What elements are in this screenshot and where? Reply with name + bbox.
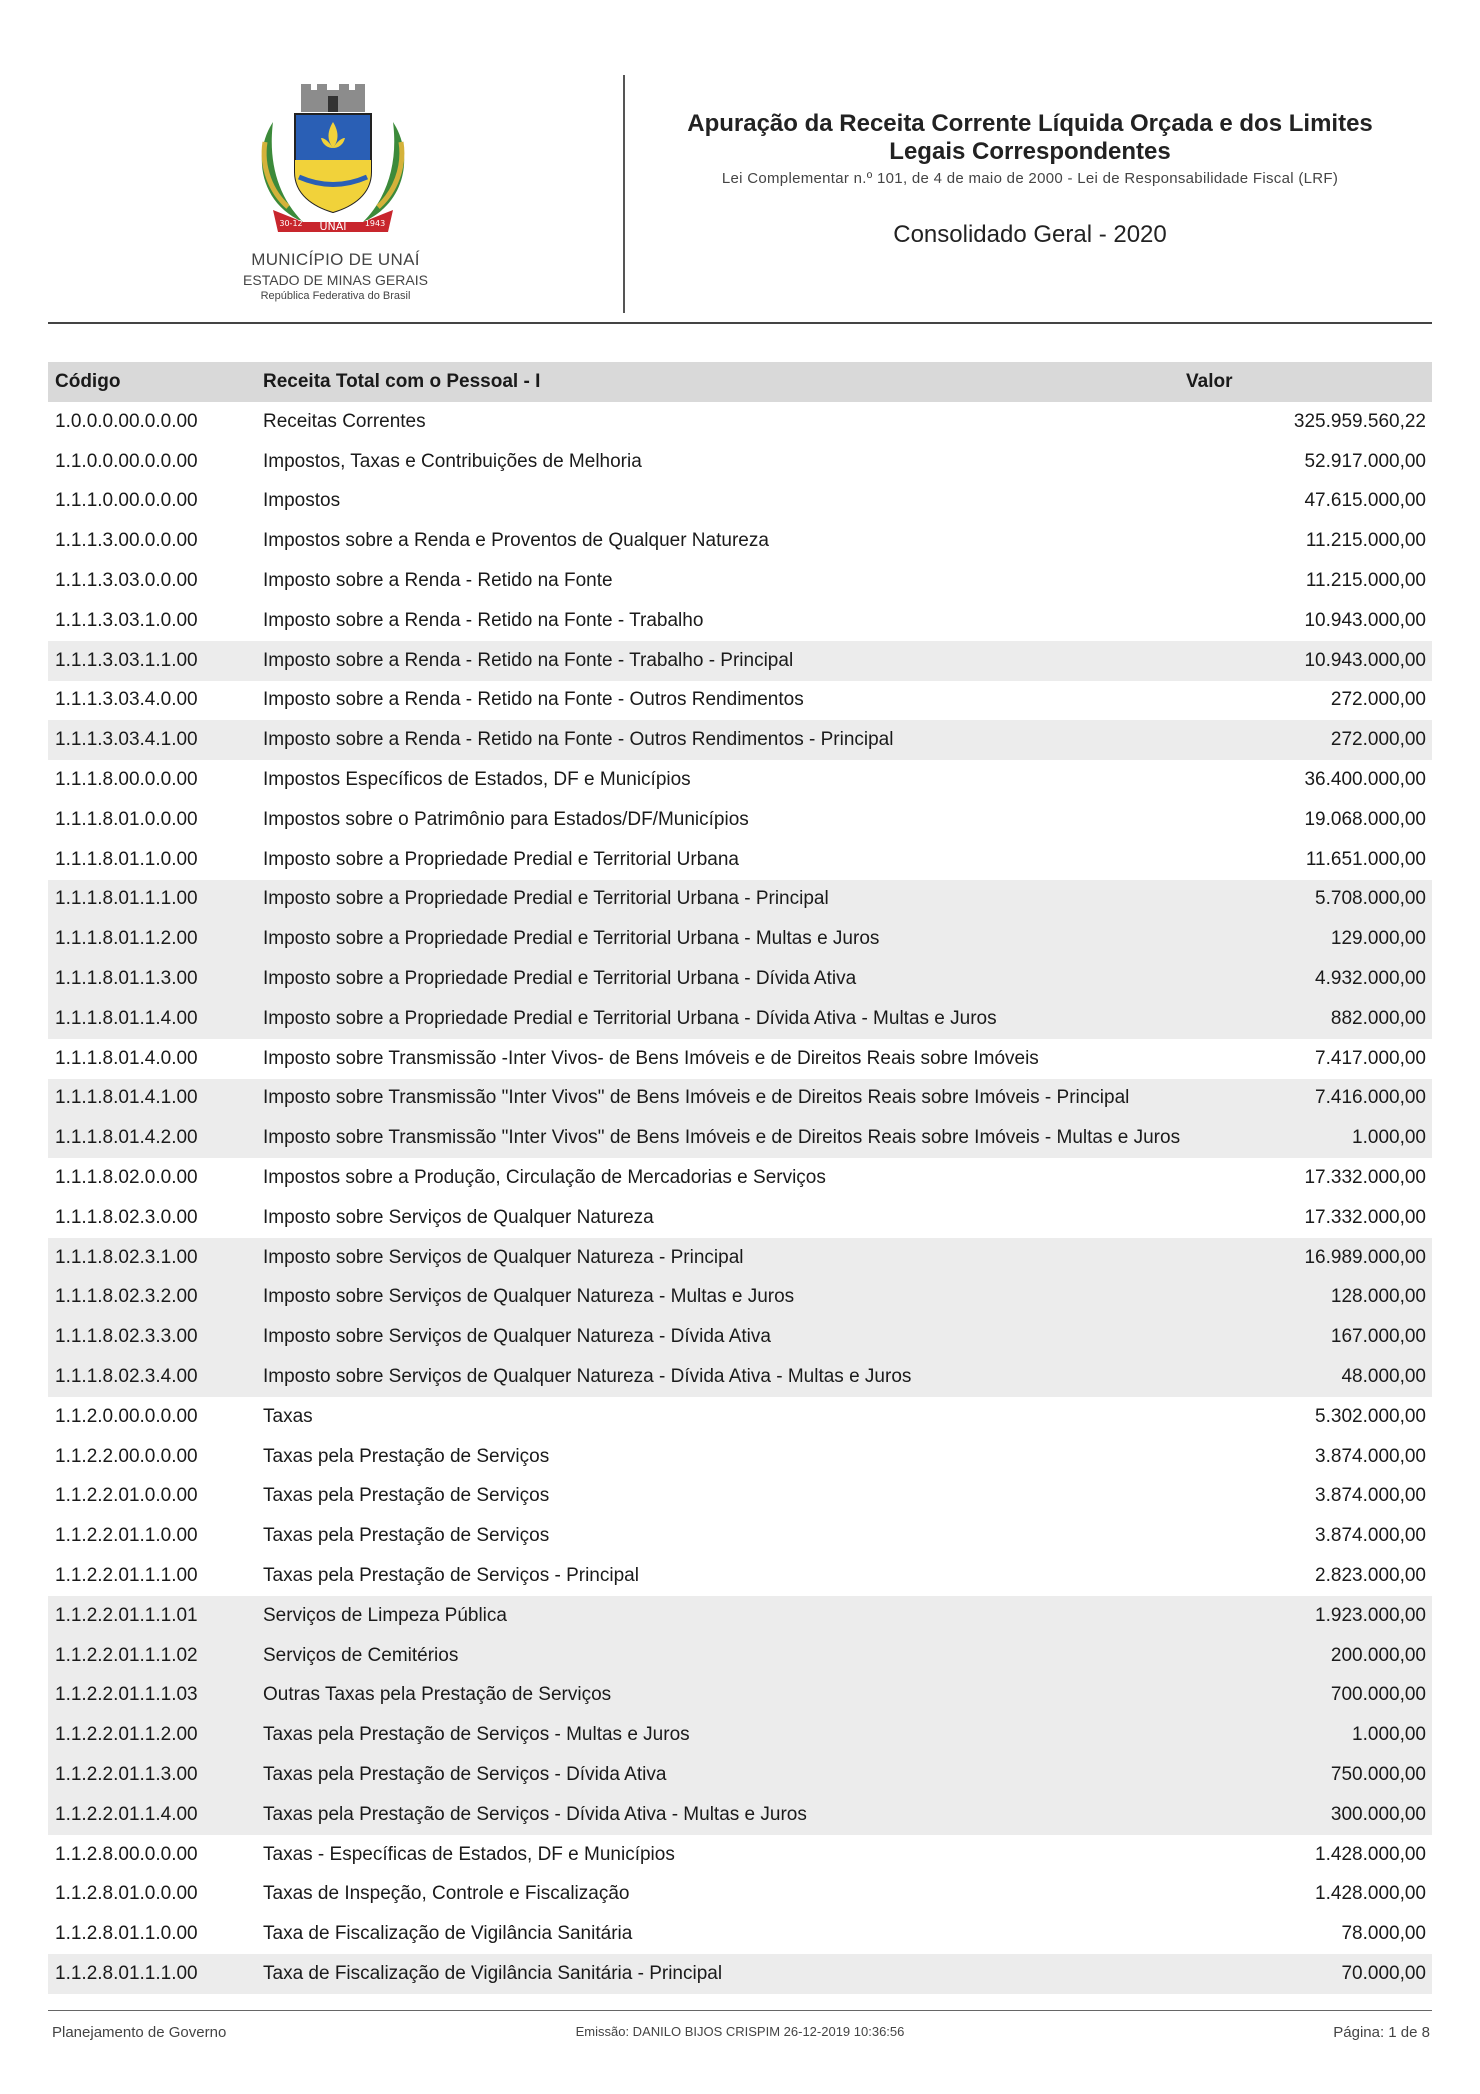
table-row <box>48 760 1432 800</box>
row-code: 1.0.0.0.00.0.0.00 <box>55 410 198 432</box>
row-code: 1.1.2.8.00.0.0.00 <box>55 1843 198 1865</box>
law-reference: Lei Complementar n.º 101, de 4 de maio de 2000 - Lei de Responsabilidade Fiscal (LRF) <box>721 170 1339 187</box>
row-description: Imposto sobre Transmissão "Inter Vivos" de Bens Imóveis e de Direitos Reais sobre Imóveis - Multas e Juros <box>263 1118 1186 1158</box>
row-code: 1.1.1.3.03.4.0.00 <box>55 689 198 711</box>
table-row <box>48 521 1432 561</box>
row-code: 1.1.2.8.01.1.0.00 <box>55 1923 198 1945</box>
row-description: Imposto sobre Serviços de Qualquer Natureza <box>263 1206 654 1228</box>
footer-emission: Emissão: DANILO BIJOS CRISPIM 26-12-2019 10:36:56 <box>575 2024 905 2039</box>
row-value: 1.923.000,00 <box>1186 1596 1432 1636</box>
table-row <box>48 1954 1432 1994</box>
table-row <box>48 919 1432 959</box>
column-header-code: Código <box>48 362 263 402</box>
table-row <box>48 840 1432 880</box>
row-description: Imposto sobre a Propriedade Predial e Territorial Urbana - Dívida Ativa <box>263 959 1186 999</box>
row-description: Imposto sobre Serviços de Qualquer Natureza - Dívida Ativa - Multas e Juros <box>263 1357 1186 1397</box>
title-block <box>628 110 1432 249</box>
row-description: Taxas pela Prestação de Serviços <box>263 1525 550 1547</box>
row-value: 19.068.000,00 <box>1304 808 1426 830</box>
row-code: 1.1.2.2.00.0.0.00 <box>55 1445 198 1467</box>
table-row <box>48 1636 1432 1676</box>
row-description: Impostos sobre o Patrimônio para Estados/DF/Municípios <box>263 808 749 830</box>
table-row <box>48 1039 1432 1079</box>
row-description: Taxas pela Prestação de Serviços - Principal <box>263 1565 639 1586</box>
table-row <box>48 720 1432 760</box>
row-description: Taxas pela Prestação de Serviços <box>263 1445 550 1467</box>
row-description: Imposto sobre a Renda - Retido na Fonte - Trabalho <box>263 609 704 631</box>
row-value: 700.000,00 <box>1186 1676 1432 1716</box>
table-row <box>48 1676 1432 1716</box>
row-description: Impostos, Taxas e Contribuições de Melhoria <box>263 450 642 472</box>
row-value: 36.400.000,00 <box>1304 769 1426 791</box>
table-row <box>48 1596 1432 1636</box>
row-value: 16.989.000,00 <box>1186 1238 1432 1278</box>
row-description: Taxas - Específicas de Estados, DF e Municípios <box>263 1843 675 1865</box>
municipality-name: MUNICÍPIO DE UNAÍ <box>251 250 420 269</box>
row-description: Imposto sobre Transmissão -Inter Vivos- de Bens Imóveis e de Direitos Reais sobre Imóveis <box>263 1047 1039 1069</box>
row-value: 3.874.000,00 <box>1315 1445 1426 1467</box>
row-value: 325.959.560,22 <box>1293 410 1426 432</box>
row-value: 1.428.000,00 <box>1315 1843 1426 1865</box>
column-header-description: Receita Total com o Pessoal - I <box>263 362 1186 402</box>
row-value: 17.332.000,00 <box>1304 1206 1426 1228</box>
table-row <box>48 1556 1432 1596</box>
table-row <box>48 880 1432 920</box>
row-value: 17.332.000,00 <box>1304 1167 1426 1189</box>
table-row <box>48 1755 1432 1795</box>
table-row <box>48 1317 1432 1357</box>
row-value: 4.932.000,00 <box>1186 959 1432 999</box>
country-name: República Federativa do Brasil <box>260 290 411 302</box>
municipal-crest-icon <box>243 82 423 242</box>
table-row <box>48 999 1432 1039</box>
row-value: 11.215.000,00 <box>1305 570 1426 592</box>
row-description: Imposto sobre a Propriedade Predial e Territorial Urbana <box>263 848 739 870</box>
row-code: 1.1.1.3.00.0.0.00 <box>55 530 198 552</box>
crest-ribbon-text: UNAÍ <box>319 220 347 233</box>
row-value: 272.000,00 <box>1186 720 1432 760</box>
row-value: 48.000,00 <box>1186 1357 1432 1397</box>
row-code: 1.1.1.8.00.0.0.00 <box>55 769 198 791</box>
row-code: 1.1.1.8.01.4.2.00 <box>48 1118 263 1158</box>
report-title-line1: Apuração da Receita Corrente Líquida Orçada e dos Limites <box>687 110 1373 137</box>
row-code: 1.1.1.3.03.1.1.00 <box>48 641 263 681</box>
municipality-block <box>48 70 623 310</box>
table-row <box>48 1238 1432 1278</box>
header-rule <box>48 322 1432 324</box>
row-code: 1.1.1.8.01.1.4.00 <box>48 999 263 1039</box>
row-value: 200.000,00 <box>1186 1636 1432 1676</box>
row-description: Taxas de Inspeção, Controle e Fiscalização <box>263 1883 630 1905</box>
report-title-line2: Legais Correspondentes <box>889 138 1171 165</box>
table-row <box>48 1118 1432 1158</box>
row-code: 1.1.2.2.01.1.2.00 <box>48 1715 263 1755</box>
row-value: 10.943.000,00 <box>1186 641 1432 681</box>
row-value: 1.428.000,00 <box>1315 1883 1426 1905</box>
row-description: Impostos <box>263 490 341 512</box>
crest-date-right: 1943 <box>364 219 386 228</box>
table-row <box>48 442 1432 482</box>
table-row <box>48 1357 1432 1397</box>
row-description: Serviços de Cemitérios <box>263 1636 1186 1676</box>
row-description: Imposto sobre a Propriedade Predial e Territorial Urbana - Principal <box>263 880 1186 920</box>
row-value: 167.000,00 <box>1186 1317 1432 1357</box>
row-value: 2.823.000,00 <box>1315 1565 1426 1586</box>
row-description: Taxas pela Prestação de Serviços - Dívida Ativa - Multas e Juros <box>263 1795 1186 1835</box>
table-row <box>48 1516 1432 1556</box>
row-code: 1.1.1.8.01.4.0.00 <box>55 1047 198 1069</box>
row-code: 1.1.1.3.03.0.0.00 <box>55 570 198 592</box>
row-value: 78.000,00 <box>1341 1923 1426 1945</box>
row-description: Taxas <box>263 1405 313 1427</box>
row-code: 1.1.1.8.02.3.4.00 <box>48 1357 263 1397</box>
footer-page-number: Página: 1 de 8 <box>1333 2024 1430 2041</box>
row-code: 1.1.1.8.02.3.0.00 <box>55 1206 198 1228</box>
row-code: 1.1.1.8.02.0.0.00 <box>55 1167 198 1189</box>
row-code: 1.1.1.8.01.1.1.00 <box>48 880 263 920</box>
row-description: Outras Taxas pela Prestação de Serviços <box>263 1676 1186 1716</box>
table-row <box>48 1715 1432 1755</box>
row-description: Imposto sobre a Renda - Retido na Fonte <box>263 570 613 592</box>
report-scope: Consolidado Geral - 2020 <box>893 221 1167 248</box>
row-value: 5.708.000,00 <box>1186 880 1432 920</box>
table-row <box>48 800 1432 840</box>
row-code: 1.1.2.2.01.1.0.00 <box>55 1525 198 1547</box>
row-description: Taxa de Fiscalização de Vigilância Sanitária <box>263 1923 633 1945</box>
row-description: Imposto sobre a Propriedade Predial e Territorial Urbana - Multas e Juros <box>263 919 1186 959</box>
row-code: 1.1.2.2.01.1.1.01 <box>48 1596 263 1636</box>
row-value: 3.874.000,00 <box>1315 1485 1426 1507</box>
table-header-row <box>48 362 1432 402</box>
row-value: 750.000,00 <box>1186 1755 1432 1795</box>
row-code: 1.1.1.8.01.1.0.00 <box>55 848 198 870</box>
row-code: 1.1.2.8.01.1.1.00 <box>48 1954 263 1994</box>
row-value: 1.000,00 <box>1186 1118 1432 1158</box>
row-value: 128.000,00 <box>1186 1278 1432 1318</box>
table-row <box>48 601 1432 641</box>
row-value: 11.651.000,00 <box>1305 848 1426 870</box>
row-value: 70.000,00 <box>1186 1954 1432 1994</box>
row-description: Impostos Específicos de Estados, DF e Municípios <box>263 769 691 791</box>
row-description: Taxas pela Prestação de Serviços <box>263 1485 550 1507</box>
column-header-value: Valor <box>1186 362 1432 402</box>
row-code: 1.1.2.2.01.1.3.00 <box>48 1755 263 1795</box>
row-description: Taxas pela Prestação de Serviços - Multas e Juros <box>263 1715 1186 1755</box>
footer-rule <box>48 2010 1432 2011</box>
row-code: 1.1.1.8.02.3.2.00 <box>48 1278 263 1318</box>
row-code: 1.1.1.8.02.3.3.00 <box>48 1317 263 1357</box>
row-value: 11.215.000,00 <box>1305 530 1426 552</box>
table-row <box>48 1278 1432 1318</box>
table-row <box>48 641 1432 681</box>
row-description: Taxas pela Prestação de Serviços - Dívida Ativa <box>263 1755 1186 1795</box>
table-row <box>48 1795 1432 1835</box>
table-row <box>48 1437 1432 1477</box>
row-description: Impostos sobre a Renda e Proventos de Qualquer Natureza <box>263 530 769 552</box>
revenue-table <box>48 362 1432 1994</box>
row-value: 1.000,00 <box>1186 1715 1432 1755</box>
row-value: 52.917.000,00 <box>1304 450 1426 472</box>
table-row <box>48 561 1432 601</box>
row-description: Imposto sobre Transmissão "Inter Vivos" de Bens Imóveis e de Direitos Reais sobre Imóveis - Principal <box>263 1079 1186 1119</box>
row-code: 1.1.2.2.01.1.1.00 <box>55 1565 198 1586</box>
state-name: ESTADO DE MINAS GERAIS <box>243 272 428 288</box>
row-value: 129.000,00 <box>1186 919 1432 959</box>
table-row <box>48 402 1432 442</box>
table-row <box>48 959 1432 999</box>
table-row <box>48 681 1432 721</box>
table-row <box>48 1835 1432 1875</box>
row-code: 1.1.1.3.03.4.1.00 <box>48 720 263 760</box>
row-code: 1.1.1.8.02.3.1.00 <box>48 1238 263 1278</box>
row-value: 7.416.000,00 <box>1186 1079 1432 1119</box>
row-value: 3.874.000,00 <box>1315 1525 1426 1547</box>
row-description: Receitas Correntes <box>263 410 426 432</box>
row-code: 1.1.2.2.01.1.1.02 <box>48 1636 263 1676</box>
row-value: 7.417.000,00 <box>1315 1047 1426 1069</box>
row-description: Serviços de Limpeza Pública <box>263 1596 1186 1636</box>
row-value: 10.943.000,00 <box>1304 609 1426 631</box>
row-code: 1.1.1.8.01.1.2.00 <box>48 919 263 959</box>
row-description: Taxa de Fiscalização de Vigilância Sanitária - Principal <box>263 1954 1186 1994</box>
row-description: Impostos sobre a Produção, Circulação de Mercadorias e Serviços <box>263 1167 826 1189</box>
row-value: 300.000,00 <box>1186 1795 1432 1835</box>
row-code: 1.1.2.8.01.0.0.00 <box>55 1883 198 1905</box>
row-value: 882.000,00 <box>1186 999 1432 1039</box>
table-row <box>48 1914 1432 1954</box>
row-code: 1.1.1.0.00.0.0.00 <box>55 490 198 512</box>
table-row <box>48 1874 1432 1914</box>
row-value: 5.302.000,00 <box>1315 1405 1426 1427</box>
row-code: 1.1.1.3.03.1.0.00 <box>55 609 198 631</box>
row-value: 272.000,00 <box>1330 689 1426 711</box>
row-code: 1.1.1.8.01.4.1.00 <box>48 1079 263 1119</box>
row-description: Imposto sobre Serviços de Qualquer Natureza - Principal <box>263 1238 1186 1278</box>
row-code: 1.1.0.0.00.0.0.00 <box>55 450 198 472</box>
row-code: 1.1.2.2.01.1.1.03 <box>48 1676 263 1716</box>
table-row <box>48 1158 1432 1198</box>
row-description: Imposto sobre a Renda - Retido na Fonte - Outros Rendimentos <box>263 689 804 711</box>
table-row <box>48 1477 1432 1517</box>
table-row <box>48 1198 1432 1238</box>
table-row <box>48 1397 1432 1437</box>
row-description: Imposto sobre Serviços de Qualquer Natureza - Dívida Ativa <box>263 1317 1186 1357</box>
footer-department: Planejamento de Governo <box>52 2024 227 2041</box>
row-code: 1.1.2.0.00.0.0.00 <box>55 1405 198 1427</box>
table-row <box>48 482 1432 522</box>
row-description: Imposto sobre a Renda - Retido na Fonte - Trabalho - Principal <box>263 641 1186 681</box>
crest-date-left: 30-12 <box>279 219 303 228</box>
row-code: 1.1.2.2.01.1.4.00 <box>48 1795 263 1835</box>
header-divider <box>623 75 625 313</box>
row-description: Imposto sobre Serviços de Qualquer Natureza - Multas e Juros <box>263 1278 1186 1318</box>
report-header <box>48 70 1432 322</box>
row-value: 47.615.000,00 <box>1304 490 1426 512</box>
row-description: Imposto sobre a Propriedade Predial e Territorial Urbana - Dívida Ativa - Multas e Juros <box>263 999 1186 1039</box>
row-code: 1.1.2.2.01.0.0.00 <box>55 1485 198 1507</box>
row-code: 1.1.1.8.01.1.3.00 <box>48 959 263 999</box>
row-description: Imposto sobre a Renda - Retido na Fonte - Outros Rendimentos - Principal <box>263 720 1186 760</box>
row-code: 1.1.1.8.01.0.0.00 <box>55 808 198 830</box>
table-row <box>48 1079 1432 1119</box>
